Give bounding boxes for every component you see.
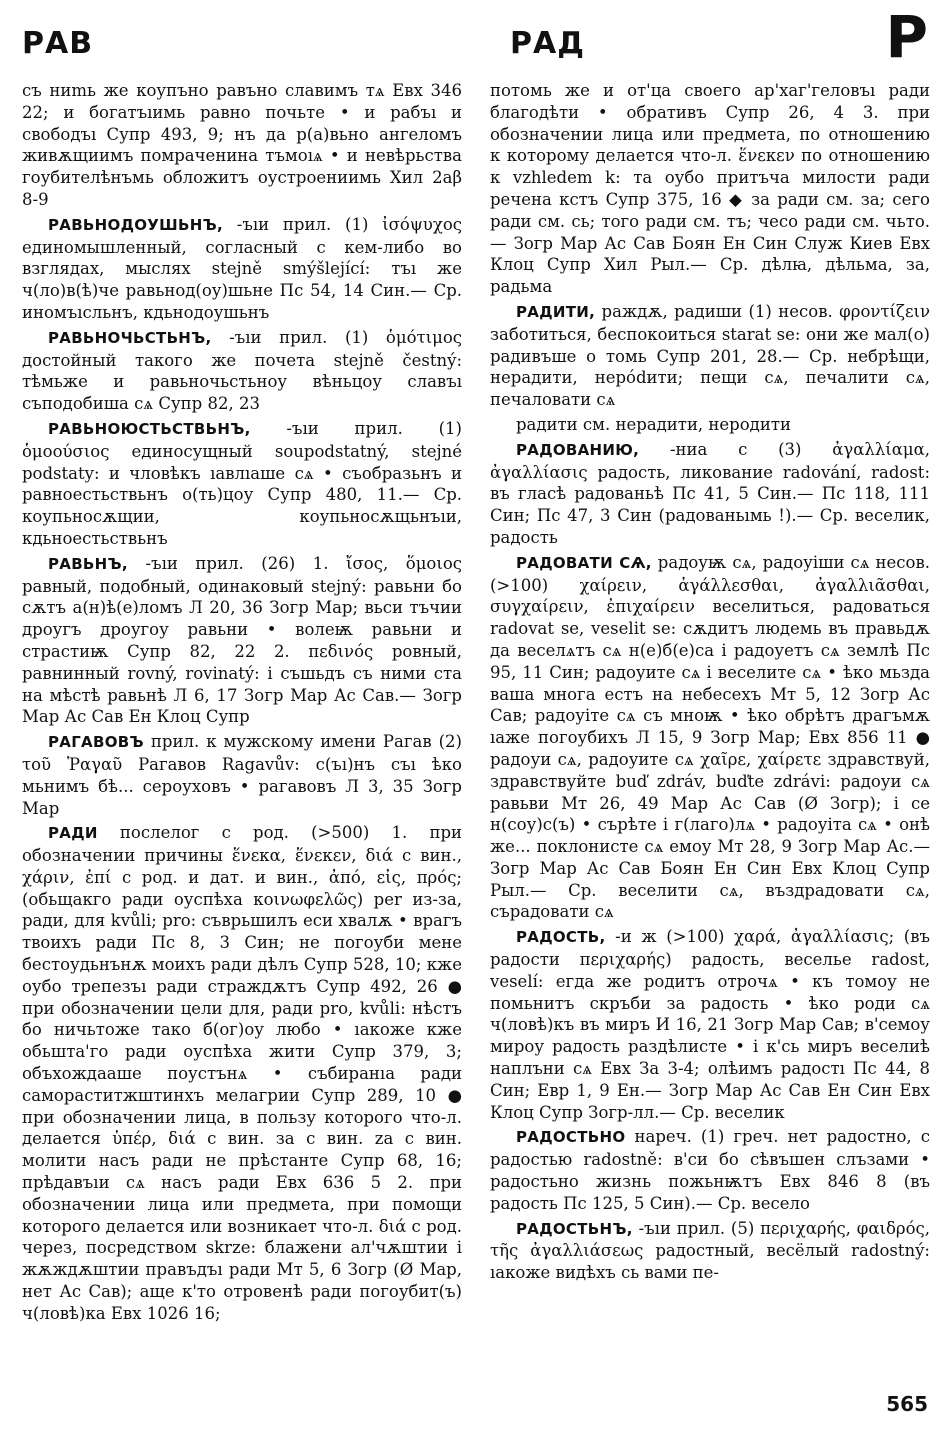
entry-headword: РАДОСТЬНО (516, 1128, 626, 1147)
entry-text: съ ниmь же коупъно равъно славимъ тѧ Евх 346 22; и богатъıимь равно почьте • и рабъı и свободъı Супр 493, 9; нъ да р(а)вьно ангеломъ живѫщиимъ помраченина тъмоıѧ • и невѣрьства гоубителѣнъмь обложитъ оустроениимь Хил 2аβ 8-9 (22, 81, 462, 209)
section-letter: Р (885, 3, 928, 71)
running-head-left: РАВ (22, 26, 94, 61)
page-number: 565 (886, 1392, 928, 1416)
entry-headword: РАВЬНЪ, (48, 554, 128, 573)
entry-headword: РАГАВОВЪ (48, 733, 144, 752)
dictionary-entry (490, 80, 930, 298)
entry-text: радоуѭ сѧ, радоуіши сѧ несов. (>100) χαίρειν, ἀγάλλεσθαι, ἀγαλλιᾶσθαι, συγχαίρειν, ἐπιχαίρειν веселиться, радоваться radovat se, veselit se: сѫдитъ людемь въ правьдѫ да веселѧтъ сѧ н(е)б(е)са і радоуетъ сѧ землѣ Пс 95, 11 Син; радоуите сѧ і веселите сѧ • ѣко мьзда ваша многа естъ на небесехъ Мт 5, 12 Зогр Ас Сав; радоуіте сѧ съ мноѭ • ѣко обрѣтъ драгъмѫ ıаже погоубихъ Л 15, 9 Зогр Мар; Евх 856 11 ● радоуи сѧ, радоуите сѧ χαῖρε, χαίρετε здравствуй, здравствуйте buď zdráv, buďte zdrávi: радоуи сѧ равьви Мт 26, 49 Мар Ас Сав (Ø Зогр); і се н(соу)с(ъ) • сърѣте і г(лаго)лѧ • радоуіта сѧ • онѣ же... поклонисте сѧ емоу Мт 28, 9 Зогр Мар Ас.— Зогр Мар Ас Сав Боян Ен Син Евх Клоц Супр Рыл.— Ср. веселити сѧ, въздрадовати сѧ, сърадовати сѧ (490, 552, 930, 922)
entry-text: -ниа с (3) ἀγαλλίαμα, ἀγαλλίασις радость, ликование radování, radost: въ гласѣ радованьѣ Пс 41, 5 Син.— Пс 118, 111 Син; Пс 47, 3 Син (радованьıмь !).— Ср. веселик, радость (490, 439, 930, 547)
entry-headword: РАДИ (48, 824, 98, 843)
entry-headword: РАДОВАТИ СѦ, (516, 553, 652, 572)
entry-headword: РАВЬНОДОУШЬНЪ, (48, 215, 223, 234)
dictionary-entry (490, 926, 930, 1123)
dictionary-entry (22, 214, 462, 324)
entry-headword: РАДОСТЬ, (516, 928, 606, 947)
entry-headword: РАВЬНОЧЬСТЬНЪ, (48, 328, 212, 347)
dictionary-entry (22, 80, 462, 211)
entry-headword: РАВЬНОЮСТЬСТВЬНЪ, (48, 419, 251, 438)
dictionary-entry (22, 418, 462, 550)
entry-headword: РАДОВАНИЮ, (516, 440, 640, 459)
dictionary-entry (490, 552, 930, 924)
dictionary-entry (22, 822, 462, 1324)
entry-text: послелог с род. (>500) 1. при обозначении причины ἕνεκα, ἕνεκεν, διά с вин., χάριν, ἐπί с род. и дат. и вин., ἀπό, εἰς, πρός; (обьщакго ради оуспѣха κοινωφελῶς) per из-за, ради, для kvůli; pro: съврьшилъ еси хвалѫ • врагъ твоихъ ради Пс 8, 3 Син; не погоуби мене бестоудьнънѫ моихъ ради дѣлъ Супр 528, 10; кже оубо трепезъı ради страждѫтъ Супр 492, 26 ● при обозначении цели для, ради pro, kvůli: нѣстъ бо ничьтоже тако б(ог)оу любо • ıакоже кже обьшта'го ради оуспѣха жити Супр 379, 3; объхождааше поустънѧ • събиранıа ради самораститжштинхъ мелагрии Супр 289, 10 ● при обозначении лица, в пользу которого что-л. делается ὑπέρ, διά с вин. за с вин. za с вин. молити насъ ради не прѣстанте Супр 68, 16; прѣдавъıи сѧ насъ ради Евх 636 5 2. при обозначении лица или предмета, при помощи которого делается или возникает что-л. διά с род. через, посредством skrze: блажени ал'чѫштии і жѫждѫштии правъдъı ради Мт 5, 6 Зогр (Ø Мар, нет Ас Сав); аще к'то отровенѣ ради погоубит(ъ) ч(ловѣ)ка Евх 1026 16; (22, 823, 462, 1323)
entry-headword: РАДОСТЬНЪ, (516, 1219, 633, 1238)
running-head-center: РАД (510, 26, 585, 61)
dictionary-entry (490, 301, 930, 411)
running-header (0, 0, 950, 80)
entry-text: -ъıи прил. (26) 1. ἴσος, ὅμοιος равный, подобный, одинаковый stejný: равьни бо сѫтъ а(н)ѣ(е)ломъ Л 20, 36 Зогр Мар; вьси тъчии дроугъ дроугоу равьни • волеѭ равьни и страстиѭ Супр 82, 22 2. πεδινός ровный, равнинный rovný, rovinatý: і съшьдъ съ ними ста на мѣстѣ равьнѣ Л 6, 17 Зогр Мар Ас Сав.— Зогр Мар Ас Сав Ен Клоц Супр (22, 553, 462, 727)
entry-text: -ъıи прил. (5) περιχαρής, φαιδρός, τῆς ἀγαλλιάσεως радостный, весёлый radostný: ıакоже видѣхъ сь вами пе- (490, 1218, 930, 1283)
right-column (490, 80, 930, 1380)
dictionary-entry (22, 327, 462, 415)
entry-text: радити см. нерадити, неродити (516, 414, 791, 434)
dictionary-entry (490, 439, 930, 549)
dictionary-entry (490, 414, 930, 436)
dictionary-entry (490, 1218, 930, 1284)
entry-text: прил. к мужскому имени Рагав (2) τοῦ Ῥαγαῦ Рагавов Ragavův: с(ъı)нъ съı ѣко мьнимъ бѣ... сероуховъ • рагавовъ Л 3, 35 Зогр Мар (22, 732, 462, 818)
dictionary-entry (22, 731, 462, 819)
dictionary-columns (22, 80, 930, 1380)
entry-text: -и ж (>100) χαρά, ἀγαλλίασις; (въ радости περιχαρής) радость, веселье radost, veselí: егда же родитъ отрочѧ • къ томоу не помьнитъ скръби за радость • ѣко роди сѧ ч(ловѣ)къ въ миръ И 16, 21 Зогр Мар Сав; в'семоу мироу радость раздѣлисте • і к'сь миръ веселиѣ наплъни сѧ Евх За 3-4; олѣимъ радостı Пс 44, 8 Син; Евр 1, 9 Ен.— Зогр Мар Ас Сав Ен Син Евх Клоц Супр Зогр-лл.— Ср. веселик (490, 927, 930, 1122)
dictionary-entry (22, 553, 462, 728)
entry-text: -ъıи прил. (1) ἰσόψυχος единомышленный, согласный с кем-либо во взглядах, мыслях stejně smýšlející: тъı же ч(ло)в(ѣ)че равьнод(оу)шьне Пс 54, 14 Син.— Ср. иномъıсльнъ, кдьнодоушьнъ (22, 214, 462, 322)
entry-text: потомь же и от'ца своего ар'хаг'геловъı ради благодѣти • обративъ Супр 26, 4 3. при обозначении лица или предмета, по отношению к которому делается что-л. ἕνεκεν по отношению к vzhledem k: та оубо притъча милости ради речена кстъ Супр 375, 16 ◆ за ради см. за; сего ради см. сь; того ради см. тъ; чесо ради см. чьто.— Зогр Мар Ас Сав Боян Ен Син Служ Киев Евх Клоц Супр Хил Рыл.— Ср. дѣлꙗ, дѣльма, за, радьма (490, 81, 930, 297)
left-column (22, 80, 462, 1380)
entry-text: нареч. (1) греч. нет радостно, с радостью radostně: в'си бо сѣвъшен слъзами • радостьно жизнь пожьнѭтъ Евх 846 8 (въ радость Пс 125, 5 Син).— Ср. весело (490, 1127, 930, 1213)
dictionary-entry (490, 1126, 930, 1214)
entry-headword: РАДИТИ, (516, 302, 596, 321)
entry-text: раждѫ, радиши (1) несов. φροντίζειν заботиться, беспокоиться starat se: они же мал(о) радивъше о томь Супр 201, 28.— Ср. небрѣщи, нерадити, нерódити; пещи сѧ, печалити сѧ, печаловати сѧ (490, 301, 930, 410)
entry-text: -ъıи прил. (1) ὁμοούσιος единосущный soupodstatný, stejné podstaty: и чловѣкъ ıавлıаше сѧ • съобразьнъ и равноестьствьнъ о(ть)цоу Супр 480, 11.— Ср. коупьносѫщии, коупьносѫщьнъıи, кдьноестьствьнъ (22, 418, 462, 548)
entry-text: -ъıи прил. (1) ὁμότιμος достойный такого же почета stejně čestný: тѣмьже и равьночьстьноу вѣньцоу славъı съподобиша сѧ Супр 82, 23 (22, 327, 462, 414)
